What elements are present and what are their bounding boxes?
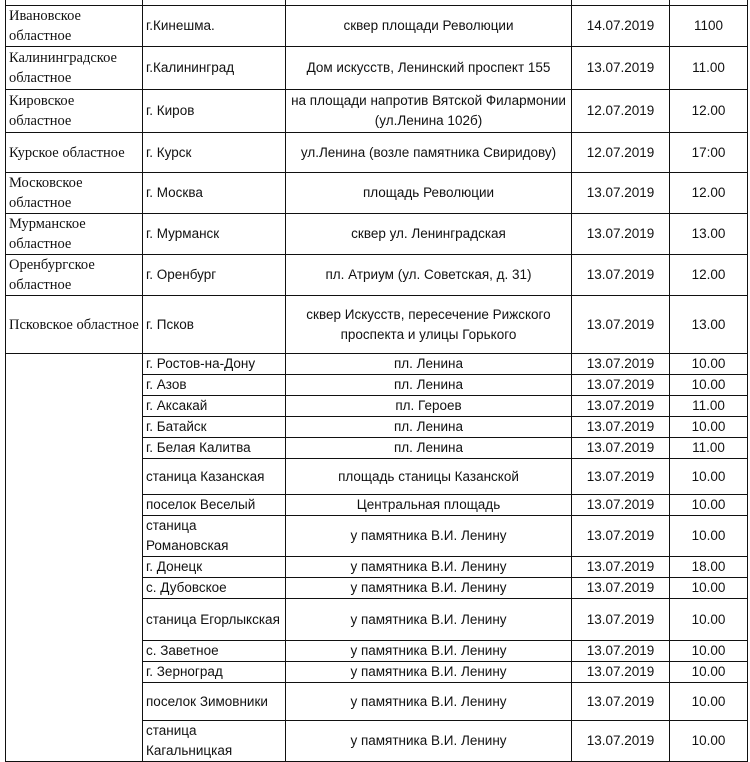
date-cell: 13.07.2019 (572, 214, 670, 255)
place-cell: у памятника В.И. Ленину (286, 641, 572, 662)
city-cell: г. Москва (143, 173, 286, 214)
date-cell: 13.07.2019 (572, 578, 670, 599)
date-cell: 13.07.2019 (572, 396, 670, 417)
table-row (6, 214, 748, 255)
place-cell: сквер ул. Ленинградская (286, 214, 572, 255)
time-cell: 1100 (670, 6, 748, 47)
city-cell: г. Азов (143, 375, 286, 396)
place-cell: пл. Ленина (286, 438, 572, 459)
time-cell: 12.00 (670, 173, 748, 214)
events-table (5, 0, 748, 762)
region-cell: Московское областное (6, 173, 143, 214)
time-cell: 10.00 (670, 417, 748, 438)
table-row (6, 133, 748, 173)
place-cell: пл. Ленина (286, 417, 572, 438)
region-cell: Курское областное (6, 133, 143, 173)
city-cell: г. Аксакай (143, 396, 286, 417)
date-cell: 13.07.2019 (572, 599, 670, 641)
date-cell: 13.07.2019 (572, 375, 670, 396)
city-cell: станица Казанская (143, 459, 286, 495)
city-cell: с. Заветное (143, 641, 286, 662)
time-cell: 10.00 (670, 459, 748, 495)
city-cell: г. Батайск (143, 417, 286, 438)
place-cell: Центральная площадь (286, 495, 572, 516)
city-cell: станица Кагальницкая (143, 721, 286, 762)
city-cell: г.Кинешма. (143, 6, 286, 47)
region-cell: Мурманское областное (6, 214, 143, 255)
city-cell: г. Киров (143, 90, 286, 133)
date-cell: 13.07.2019 (572, 662, 670, 683)
place-cell: пл. Ленина (286, 375, 572, 396)
date-cell: 13.07.2019 (572, 438, 670, 459)
city-cell: станица Егорлыкская (143, 599, 286, 641)
date-cell: 13.07.2019 (572, 557, 670, 578)
time-cell: 10.00 (670, 495, 748, 516)
time-cell: 10.00 (670, 599, 748, 641)
time-cell: 10.00 (670, 375, 748, 396)
table-row (6, 47, 748, 90)
date-cell: 13.07.2019 (572, 296, 670, 354)
city-cell: г. Зерноград (143, 662, 286, 683)
table-row (6, 90, 748, 133)
place-cell: у памятника В.И. Ленину (286, 557, 572, 578)
date-cell: 13.07.2019 (572, 721, 670, 762)
region-cell: Кировское областное (6, 90, 143, 133)
date-cell: 13.07.2019 (572, 516, 670, 557)
city-cell: г. Псков (143, 296, 286, 354)
date-cell: 13.07.2019 (572, 641, 670, 662)
place-cell: пл. Ленина (286, 354, 572, 375)
place-cell: ул.Ленина (возле памятника Свиридову) (286, 133, 572, 173)
time-cell: 10.00 (670, 516, 748, 557)
city-cell: с. Дубовское (143, 578, 286, 599)
date-cell: 13.07.2019 (572, 683, 670, 721)
time-cell: 10.00 (670, 683, 748, 721)
region-cell: Ивановское областное (6, 6, 143, 47)
table-row (6, 6, 748, 47)
date-cell: 13.07.2019 (572, 255, 670, 296)
date-cell: 13.07.2019 (572, 417, 670, 438)
date-cell: 13.07.2019 (572, 459, 670, 495)
city-cell: г. Донецк (143, 557, 286, 578)
date-cell: 13.07.2019 (572, 495, 670, 516)
city-cell: г. Оренбург (143, 255, 286, 296)
place-cell: на площади напротив Вятской Филармонии (ул.Ленина 102б) (286, 90, 572, 133)
time-cell: 10.00 (670, 578, 748, 599)
time-cell: 10.00 (670, 721, 748, 762)
place-cell: площадь Революции (286, 173, 572, 214)
city-cell: поселок Веселый (143, 495, 286, 516)
city-cell: г. Белая Калитва (143, 438, 286, 459)
place-cell: у памятника В.И. Ленину (286, 662, 572, 683)
date-cell: 12.07.2019 (572, 90, 670, 133)
time-cell: 11.00 (670, 47, 748, 90)
region-cell: Псковское областное (6, 296, 143, 354)
time-cell: 10.00 (670, 641, 748, 662)
city-cell: поселок Зимовники (143, 683, 286, 721)
city-cell: г. Курск (143, 133, 286, 173)
place-cell: у памятника В.И. Ленину (286, 599, 572, 641)
time-cell: 10.00 (670, 662, 748, 683)
date-cell: 14.07.2019 (572, 6, 670, 47)
time-cell: 12.00 (670, 255, 748, 296)
table-row (6, 173, 748, 214)
city-cell: г. Ростов-на-Дону (143, 354, 286, 375)
region-cell (6, 354, 143, 762)
place-cell: пл. Атриум (ул. Советская, д. 31) (286, 255, 572, 296)
region-cell: Калининградское областное (6, 47, 143, 90)
time-cell: 17:00 (670, 133, 748, 173)
city-cell: г. Мурманск (143, 214, 286, 255)
time-cell: 12.00 (670, 90, 748, 133)
place-cell: пл. Героев (286, 396, 572, 417)
time-cell: 18.00 (670, 557, 748, 578)
time-cell: 11.00 (670, 396, 748, 417)
date-cell: 12.07.2019 (572, 133, 670, 173)
place-cell: у памятника В.И. Ленину (286, 683, 572, 721)
table-row (6, 354, 748, 375)
time-cell: 13.00 (670, 296, 748, 354)
events-table-body (6, 0, 748, 762)
place-cell: у памятника В.И. Ленину (286, 516, 572, 557)
place-cell: у памятника В.И. Ленину (286, 578, 572, 599)
city-cell: г.Калининград (143, 47, 286, 90)
date-cell: 13.07.2019 (572, 354, 670, 375)
place-cell: Дом искусств, Ленинский проспект 155 (286, 47, 572, 90)
place-cell: сквер Искусств, пересечение Рижского проспекта и улицы Горького (286, 296, 572, 354)
time-cell: 13.00 (670, 214, 748, 255)
place-cell: у памятника В.И. Ленину (286, 721, 572, 762)
date-cell: 13.07.2019 (572, 173, 670, 214)
table-row (6, 255, 748, 296)
table-row (6, 296, 748, 354)
place-cell: площадь станицы Казанской (286, 459, 572, 495)
date-cell: 13.07.2019 (572, 47, 670, 90)
place-cell: сквер площади Революции (286, 6, 572, 47)
time-cell: 11.00 (670, 438, 748, 459)
time-cell: 10.00 (670, 354, 748, 375)
region-cell: Оренбургское областное (6, 255, 143, 296)
city-cell: станица Романовская (143, 516, 286, 557)
